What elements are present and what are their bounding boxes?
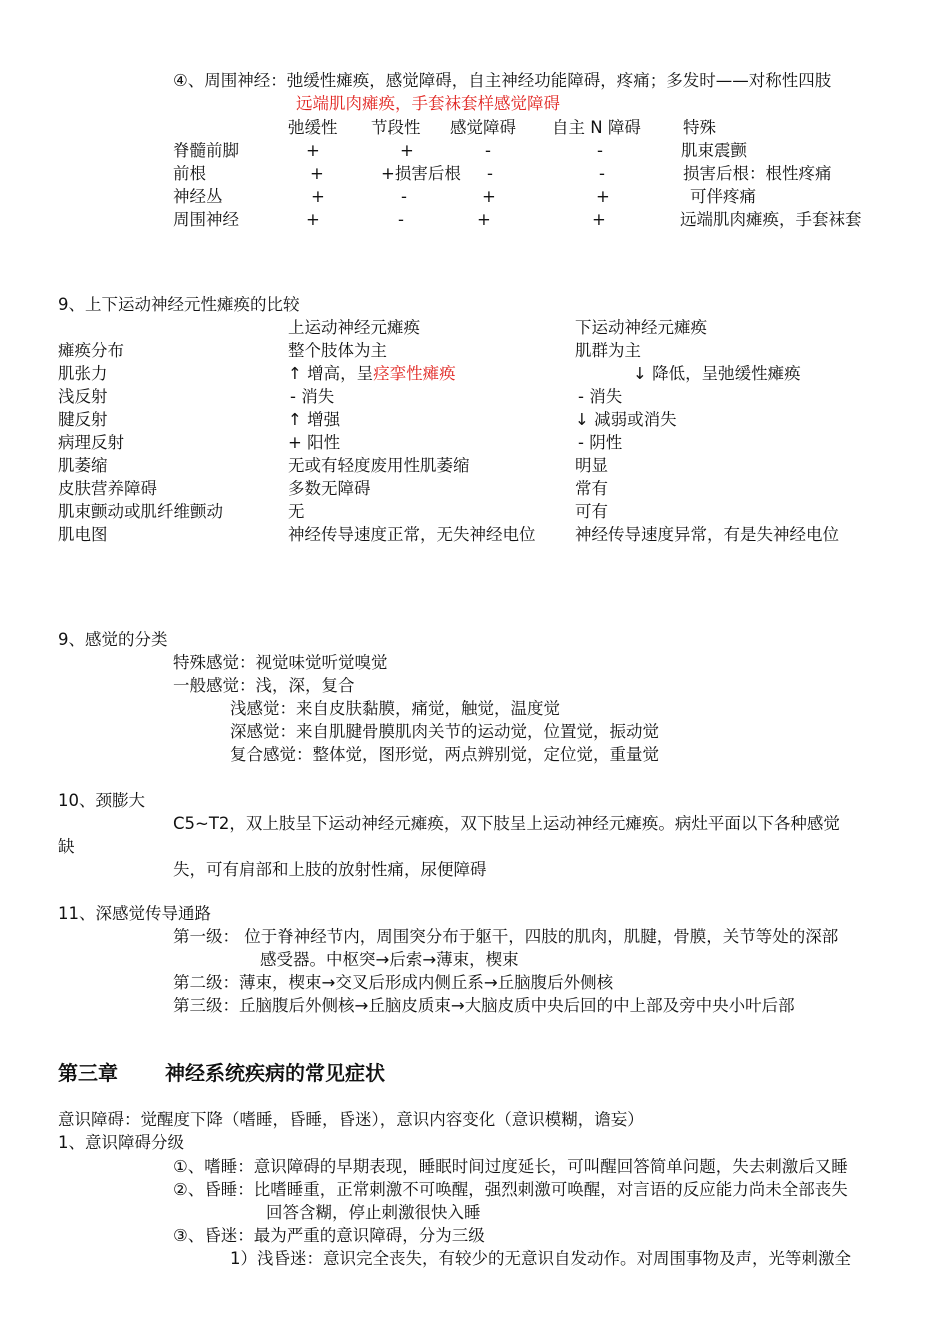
comparison-label: 腱反射 [58,410,108,429]
table-row-label: 脊髓前脚 [173,141,239,160]
table-cell: + [400,141,414,160]
comparison-label: 肌张力 [58,364,108,383]
comparison-label: 皮肤营养障碍 [58,479,157,498]
section-title-cervical: 10、颈膨大 [58,791,145,810]
table-cell: + [310,164,324,183]
comparison-lower: - 消失 [578,387,623,406]
comparison-label: 肌萎缩 [58,456,108,475]
sensation-special: 特殊感觉：视觉味觉听觉嗅觉 [173,653,388,672]
sensation-superficial: 浅感觉：来自皮肤黏膜，痛觉，触觉，温度觉 [230,699,560,718]
table-cell: + [306,210,320,229]
comparison-upper: 无或有轻度废用性肌萎缩 [288,456,470,475]
table-row-label: 周围神经 [173,210,239,229]
pathway-first-order-cont: 感受器。中枢突→后索→薄束，楔束 [260,950,519,969]
section-title-motor-neuron: 9、上下运动神经元性瘫痪的比较 [58,295,300,314]
table-header-autonomic: 自主 N 障碍 [552,118,641,137]
comparison-upper: ↑ 增高，呈痉挛性瘫痪 [288,364,456,383]
comparison-upper: 无 [288,502,305,521]
comparison-upper: 整个肢体为主 [288,341,387,360]
comparison-lower: ↓ 降低，呈弛缓性瘫痪 [633,364,801,383]
table-header-segmental: 节段性 [371,118,421,137]
comparison-label: 肌束颤动或肌纤维颤动 [58,502,223,521]
peripheral-line-1: ④、周围神经：弛缓性瘫痪，感觉障碍，自主神经功能障碍，疼痛；多发时——对称性四肢 [173,71,832,90]
consciousness-item-lethargy: ②、昏睡：比嗜睡重，正常刺激不可唤醒，强烈刺激可唤醒，对言语的反应能力尚未全部丧失 [173,1180,848,1199]
table-cell: 肌束震颤 [681,141,747,160]
table-cell: 可伴疼痛 [690,187,756,206]
table-cell: +损害后根 [381,164,461,183]
sensation-compound: 复合感觉：整体觉，图形觉，两点辨别觉，定位觉，重量觉 [230,745,659,764]
table-cell: + [482,187,496,206]
comparison-lower: 神经传导速度异常，有是失神经电位 [575,525,839,544]
cervical-line-1-wrap: 缺 [58,837,75,856]
comparison-upper: - 消失 [290,387,335,406]
spastic-paralysis-highlight: 痉挛性瘫痪 [373,364,456,383]
table-cell: - [597,141,603,160]
table-cell: - [485,141,491,160]
comparison-label: 肌电图 [58,525,108,544]
comparison-upper: 神经传导速度正常，无失神经电位 [288,525,536,544]
table-header-special: 特殊 [683,118,716,137]
cervical-line-2: 失，可有肩部和上肢的放射性痛，尿便障碍 [173,860,487,879]
peripheral-line-2-highlight: 远端肌肉瘫痪，手套袜套样感觉障碍 [296,94,560,113]
section-title-deep-pathway: 11、深感觉传导通路 [58,904,211,923]
column-header-upper: 上运动神经元瘫痪 [288,318,420,337]
table-cell: - [599,164,605,183]
consciousness-item-lethargy-cont: 回答含糊，停止刺激很快入睡 [266,1203,481,1222]
table-cell: + [596,187,610,206]
comparison-lower: 常有 [575,479,608,498]
comparison-upper: ↑ 增强 [288,410,341,429]
section-title-sensation: 9、感觉的分类 [58,630,168,649]
comparison-label: 瘫痪分布 [58,341,124,360]
chapter-title: 神经系统疾病的常见症状 [165,1061,385,1085]
table-row-label: 前根 [173,164,206,183]
comparison-upper: + 阳性 [288,433,341,452]
table-cell: - [401,187,407,206]
comparison-label: 病理反射 [58,433,124,452]
table-cell: + [311,187,325,206]
pathway-first-order: 第一级： 位于脊神经节内，周围突分布于躯干，四肢的肌肉，肌腱，骨膜，关节等处的深部 [173,927,839,946]
comparison-lower: 肌群为主 [575,341,641,360]
pathway-second-order: 第二级：薄束，楔束→交叉后形成内侧丘系→丘脑腹后外侧核 [173,973,614,992]
consciousness-item-coma: ③、昏迷：最为严重的意识障碍，分为三级 [173,1226,485,1245]
comparison-lower: ↓ 减弱或消失 [575,410,677,429]
chapter-number: 第三章 [58,1061,118,1085]
pathway-third-order: 第三级：丘脑腹后外侧核→丘脑皮质束→大脑皮质中央后回的中上部及旁中央小叶后部 [173,996,795,1015]
comparison-lower: 明显 [575,456,608,475]
table-cell: 远端肌肉瘫痪，手套袜套 [680,210,862,229]
table-cell: 损害后根：根性疼痛 [683,164,832,183]
table-header-flaccid: 弛缓性 [288,118,338,137]
comparison-upper: 多数无障碍 [288,479,371,498]
sensation-general: 一般感觉：浅，深，复合 [173,676,355,695]
consciousness-grading-title: 1、意识障碍分级 [58,1133,184,1152]
table-cell: + [592,210,606,229]
consciousness-item-drowsiness: ①、嗜睡：意识障碍的早期表现，睡眠时间过度延长，可叫醒回答简单问题，失去刺激后又睡 [173,1157,848,1176]
comparison-lower: 可有 [575,502,608,521]
consciousness-intro: 意识障碍：觉醒度下降（嗜睡，昏睡，昏迷），意识内容变化（意识模糊，谵妄） [58,1110,644,1129]
table-cell: - [398,210,404,229]
comparison-label: 浅反射 [58,387,108,406]
table-cell: - [487,164,493,183]
table-cell: + [306,141,320,160]
comparison-lower: - 阴性 [578,433,623,452]
consciousness-item-light-coma: 1）浅昏迷：意识完全丧失，有较少的无意识自发动作。对周围事物及声，光等刺激全 [230,1249,851,1268]
table-row-label: 神经丛 [173,187,223,206]
cervical-line-1: C5~T2，双上肢呈下运动神经元瘫痪，双下肢呈上运动神经元瘫痪。病灶平面以下各种感觉 [173,814,840,833]
table-cell: + [477,210,491,229]
column-header-lower: 下运动神经元瘫痪 [575,318,707,337]
sensation-deep: 深感觉：来自肌腱骨膜肌肉关节的运动觉，位置觉，振动觉 [230,722,659,741]
table-header-sensory: 感觉障碍 [450,118,516,137]
